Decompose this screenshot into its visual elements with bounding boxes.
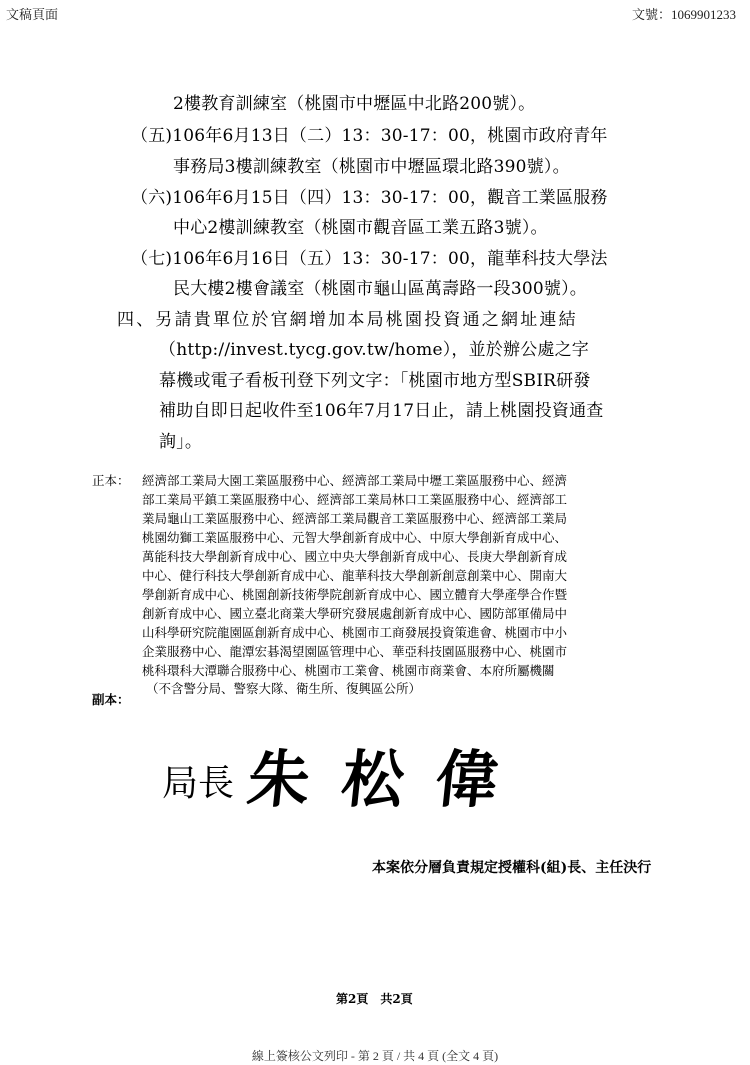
page-number: 第2頁 共2頁 xyxy=(336,992,413,1006)
recipient-line: 創新育成中心、國立臺北商業大學研究發展處創新育成中心、國防部軍備局中 xyxy=(142,606,568,621)
signature-title: 局長 xyxy=(162,763,235,804)
body-line: （http://invest.tycg.gov.tw/home），並於辦公處之字 xyxy=(159,340,590,360)
copy-recipients-label: 副本： xyxy=(92,692,130,707)
main-recipients-label: 正本： xyxy=(92,473,130,488)
body-line: （五)106年6月13日（二）13：30-17：00，桃園市政府青年 xyxy=(131,126,608,146)
recipient-line: 企業服務中心、龍潭宏碁渴望園區管理中心、華亞科技園區服務中心、桃園市 xyxy=(142,644,568,659)
body-line: 補助自即日起收件至106年7月17日止，請上桃園投資通查 xyxy=(159,401,604,421)
body-line: （六)106年6月15日（四）13：30-17：00，觀音工業區服務 xyxy=(131,188,608,208)
header-left: 文稿頁面 xyxy=(6,7,59,22)
body-line: 事務局3樓訓練教室（桃園市中壢區環北路390號）。 xyxy=(173,157,570,177)
recipient-line: 萬能科技大學創新育成中心、國立中央大學創新育成中心、長庚大學創新育成 xyxy=(142,549,568,564)
body-line: 2樓教育訓練室（桃園市中壢區中北路200號）。 xyxy=(173,94,536,114)
body-line: 詢」。 xyxy=(159,432,203,452)
recipient-line: 學創新育成中心、桃園創新技術學院創新育成中心、國立體育大學產學合作暨 xyxy=(142,587,568,602)
recipient-line: 經濟部工業局大園工業區服務中心、經濟部工業局中壢工業區服務中心、經濟 xyxy=(142,473,568,488)
signature-name: 朱松偉 xyxy=(244,743,534,816)
recipient-line: 桃園幼獅工業區服務中心、元智大學創新育成中心、中原大學創新育成中心、 xyxy=(142,530,568,545)
body-line: 民大樓2樓會議室（桃園市龜山區萬壽路一段300號）。 xyxy=(173,279,587,299)
recipient-line: （不含警分局、警察大隊、衛生所、復興區公所） xyxy=(146,681,422,696)
body-line: 中心2樓訓練教室（桃園市觀音區工業五路3號）。 xyxy=(173,218,548,238)
body-line: 四、另請貴單位於官網增加本局桃園投資通之網址連結 xyxy=(117,310,578,330)
print-footer: 線上簽核公文列印 - 第 2 頁 / 共 4 頁 (全文 4 頁) xyxy=(251,1049,499,1063)
authority-note: 本案依分層負責規定授權科(組)長、主任決行 xyxy=(372,860,652,876)
recipient-line: 部工業局平鎮工業區服務中心、經濟部工業局林口工業區服務中心、經濟部工 xyxy=(142,492,568,507)
recipient-line: 中心、健行科技大學創新育成中心、龍華科技大學創新創意創業中心、開南大 xyxy=(142,568,568,583)
body-line: （七)106年6月16日（五）13：30-17：00，龍華科技大學法 xyxy=(131,249,608,269)
body-line: 幕機或電子看板刊登下列文字：「桃園市地方型SBIR研發 xyxy=(159,371,591,391)
recipient-line: 業局龜山工業區服務中心、經濟部工業局觀音工業區服務中心、經濟部工業局 xyxy=(142,511,568,526)
recipient-line: 山科學研究院龍園區創新育成中心、桃園市工商發展投資策進會、桃園市中小 xyxy=(142,625,568,640)
recipient-line: 桃科環科大潭聯合服務中心、桃園市工業會、桃園市商業會、本府所屬機關 xyxy=(142,663,555,678)
header-right: 文號：1069901233 xyxy=(631,7,736,22)
